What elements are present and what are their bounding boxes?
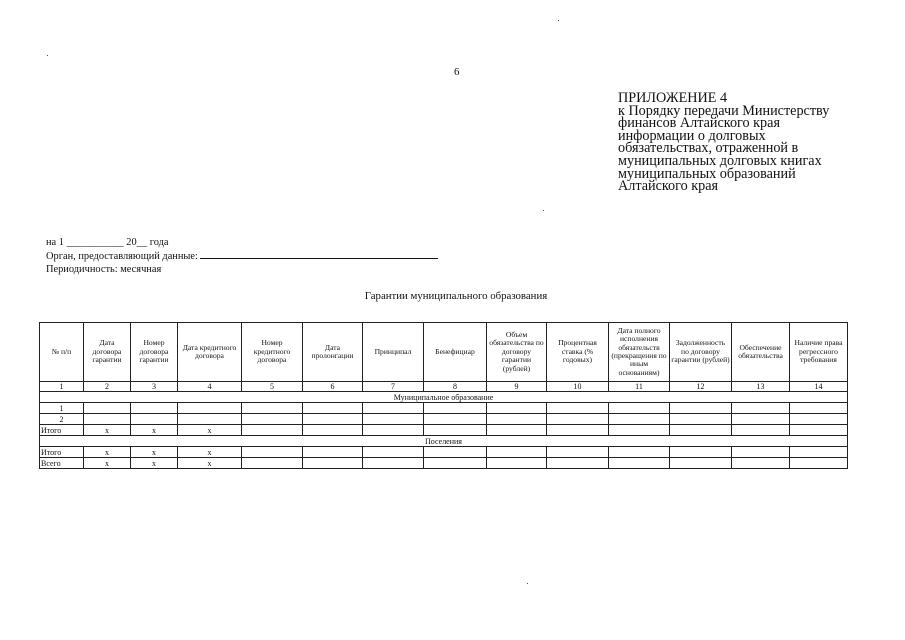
appendix-line: обязательствах, отраженной в — [618, 140, 799, 157]
municipal-rows — [40, 403, 848, 436]
column-number: 8 — [424, 382, 487, 392]
column-number: 1 — [40, 382, 84, 392]
scan-speck — [543, 210, 544, 211]
column-header: Принципал — [363, 323, 424, 382]
table-cell — [547, 414, 609, 425]
scan-speck — [527, 583, 528, 584]
table-cell — [487, 425, 547, 436]
table-cell — [790, 425, 848, 436]
section-row — [40, 392, 848, 403]
table-cell — [84, 403, 131, 414]
guarantees-table — [39, 322, 848, 469]
page-number: 6 — [454, 66, 460, 78]
table-cell — [303, 458, 363, 469]
column-header: Объем обязательства по договору гарантии (рублей) — [487, 323, 547, 382]
column-header: № п/п — [40, 323, 84, 382]
column-number: 10 — [547, 382, 609, 392]
table-row — [40, 447, 848, 458]
table-cell: x — [84, 425, 131, 436]
section-row — [40, 436, 848, 447]
table-cell — [303, 403, 363, 414]
column-number-row — [40, 382, 848, 392]
appendix-line: муниципальных долговых книгах — [618, 152, 822, 169]
appendix-line: муниципальных образований — [618, 165, 796, 182]
table-cell — [609, 447, 670, 458]
column-header: Номер кредитного договора — [242, 323, 303, 382]
table-cell — [487, 458, 547, 469]
column-header: Дата договора гарантии — [84, 323, 131, 382]
table-row — [40, 425, 848, 436]
section-municipal-label: Муниципальное образование — [40, 392, 848, 403]
table-cell — [732, 458, 790, 469]
table-cell — [732, 425, 790, 436]
table-cell — [424, 458, 487, 469]
table-cell — [424, 425, 487, 436]
table-cell: x — [84, 447, 131, 458]
table-cell — [424, 414, 487, 425]
table-cell — [732, 414, 790, 425]
table-row — [40, 414, 848, 425]
table-cell: x — [131, 447, 178, 458]
table-cell — [790, 447, 848, 458]
table-cell: x — [84, 458, 131, 469]
table-cell: x — [178, 458, 242, 469]
table-cell — [242, 458, 303, 469]
table-cell — [363, 403, 424, 414]
table-row — [40, 458, 848, 469]
table-cell — [487, 414, 547, 425]
organ-line — [46, 249, 438, 263]
table-cell — [609, 414, 670, 425]
table-cell — [424, 447, 487, 458]
table-cell — [670, 447, 732, 458]
table-cell — [242, 447, 303, 458]
table-cell — [670, 403, 732, 414]
row-label: 1 — [40, 403, 84, 414]
table-title: Гарантии муниципального образования — [364, 290, 548, 302]
column-header: Номер договора гарантии — [131, 323, 178, 382]
appendix-line: к Порядку передачи Министерству — [618, 102, 830, 119]
table-cell — [790, 403, 848, 414]
table-cell — [242, 403, 303, 414]
table-cell: x — [131, 425, 178, 436]
table-cell — [363, 447, 424, 458]
column-number: 3 — [131, 382, 178, 392]
settlement-rows — [40, 447, 848, 469]
column-header: Наличие права регрессного требования — [790, 323, 848, 382]
table-cell — [178, 414, 242, 425]
table-cell — [609, 458, 670, 469]
table-cell — [547, 458, 609, 469]
table-cell — [363, 414, 424, 425]
table-cell — [790, 458, 848, 469]
table-cell — [670, 425, 732, 436]
report-meta — [46, 236, 438, 276]
organ-blank-field — [200, 249, 438, 259]
row-label: Всего — [40, 458, 84, 469]
table-cell — [547, 447, 609, 458]
column-header: Обеспечение обязательства — [732, 323, 790, 382]
table-cell — [242, 425, 303, 436]
table-cell: x — [178, 447, 242, 458]
column-header: Задолженность по договору гарантии (рублей) — [670, 323, 732, 382]
table-cell — [732, 403, 790, 414]
table-cell: x — [178, 425, 242, 436]
column-number: 4 — [178, 382, 242, 392]
column-number: 2 — [84, 382, 131, 392]
table-cell — [670, 414, 732, 425]
table-cell — [131, 414, 178, 425]
column-number: 7 — [363, 382, 424, 392]
table-cell — [547, 425, 609, 436]
table-cell — [487, 447, 547, 458]
table-cell — [303, 414, 363, 425]
date-line: на 1 ___________ 20__ года — [46, 237, 169, 248]
column-number: 12 — [670, 382, 732, 392]
column-header: Процентная ставка (% годовых) — [547, 323, 609, 382]
table-cell: x — [131, 458, 178, 469]
table-cell — [363, 458, 424, 469]
appendix-line: Алтайского края — [618, 178, 719, 195]
appendix-line: информации о долговых — [618, 127, 766, 144]
column-number: 6 — [303, 382, 363, 392]
table-cell — [609, 425, 670, 436]
organ-label: Орган, предоставляющий данные: — [46, 251, 198, 262]
row-label: 2 — [40, 414, 84, 425]
table-cell — [424, 403, 487, 414]
table-cell — [790, 414, 848, 425]
section-settlements-label: Поселения — [40, 436, 848, 447]
table-cell — [609, 403, 670, 414]
column-header: Бенефициар — [424, 323, 487, 382]
table-row — [40, 403, 848, 414]
table-cell — [303, 447, 363, 458]
column-number: 13 — [732, 382, 790, 392]
table-cell — [242, 414, 303, 425]
column-header: Дата пролонгации — [303, 323, 363, 382]
column-header: Дата кредитного договора — [178, 323, 242, 382]
column-header: Дата полного исполнения обязательств (прекращения по иным основаниям) — [609, 323, 670, 382]
table-cell — [84, 414, 131, 425]
scan-speck — [47, 55, 48, 56]
table-cell — [303, 425, 363, 436]
table-cell — [178, 403, 242, 414]
header-row — [40, 323, 848, 382]
table-cell — [732, 447, 790, 458]
periodicity-line: Периодичность: месячная — [46, 264, 162, 275]
row-label: Итого — [40, 447, 84, 458]
table-cell — [670, 458, 732, 469]
table-cell — [547, 403, 609, 414]
appendix-line: ПРИЛОЖЕНИЕ 4 — [618, 90, 728, 106]
scan-speck — [558, 20, 559, 21]
table-cell — [487, 403, 547, 414]
appendix-line: финансов Алтайского края — [618, 115, 780, 132]
column-number: 14 — [790, 382, 848, 392]
table-cell — [363, 425, 424, 436]
appendix-header — [618, 92, 878, 193]
column-number: 11 — [609, 382, 670, 392]
table-cell — [131, 403, 178, 414]
column-number: 9 — [487, 382, 547, 392]
row-label: Итого — [40, 425, 84, 436]
column-number: 5 — [242, 382, 303, 392]
